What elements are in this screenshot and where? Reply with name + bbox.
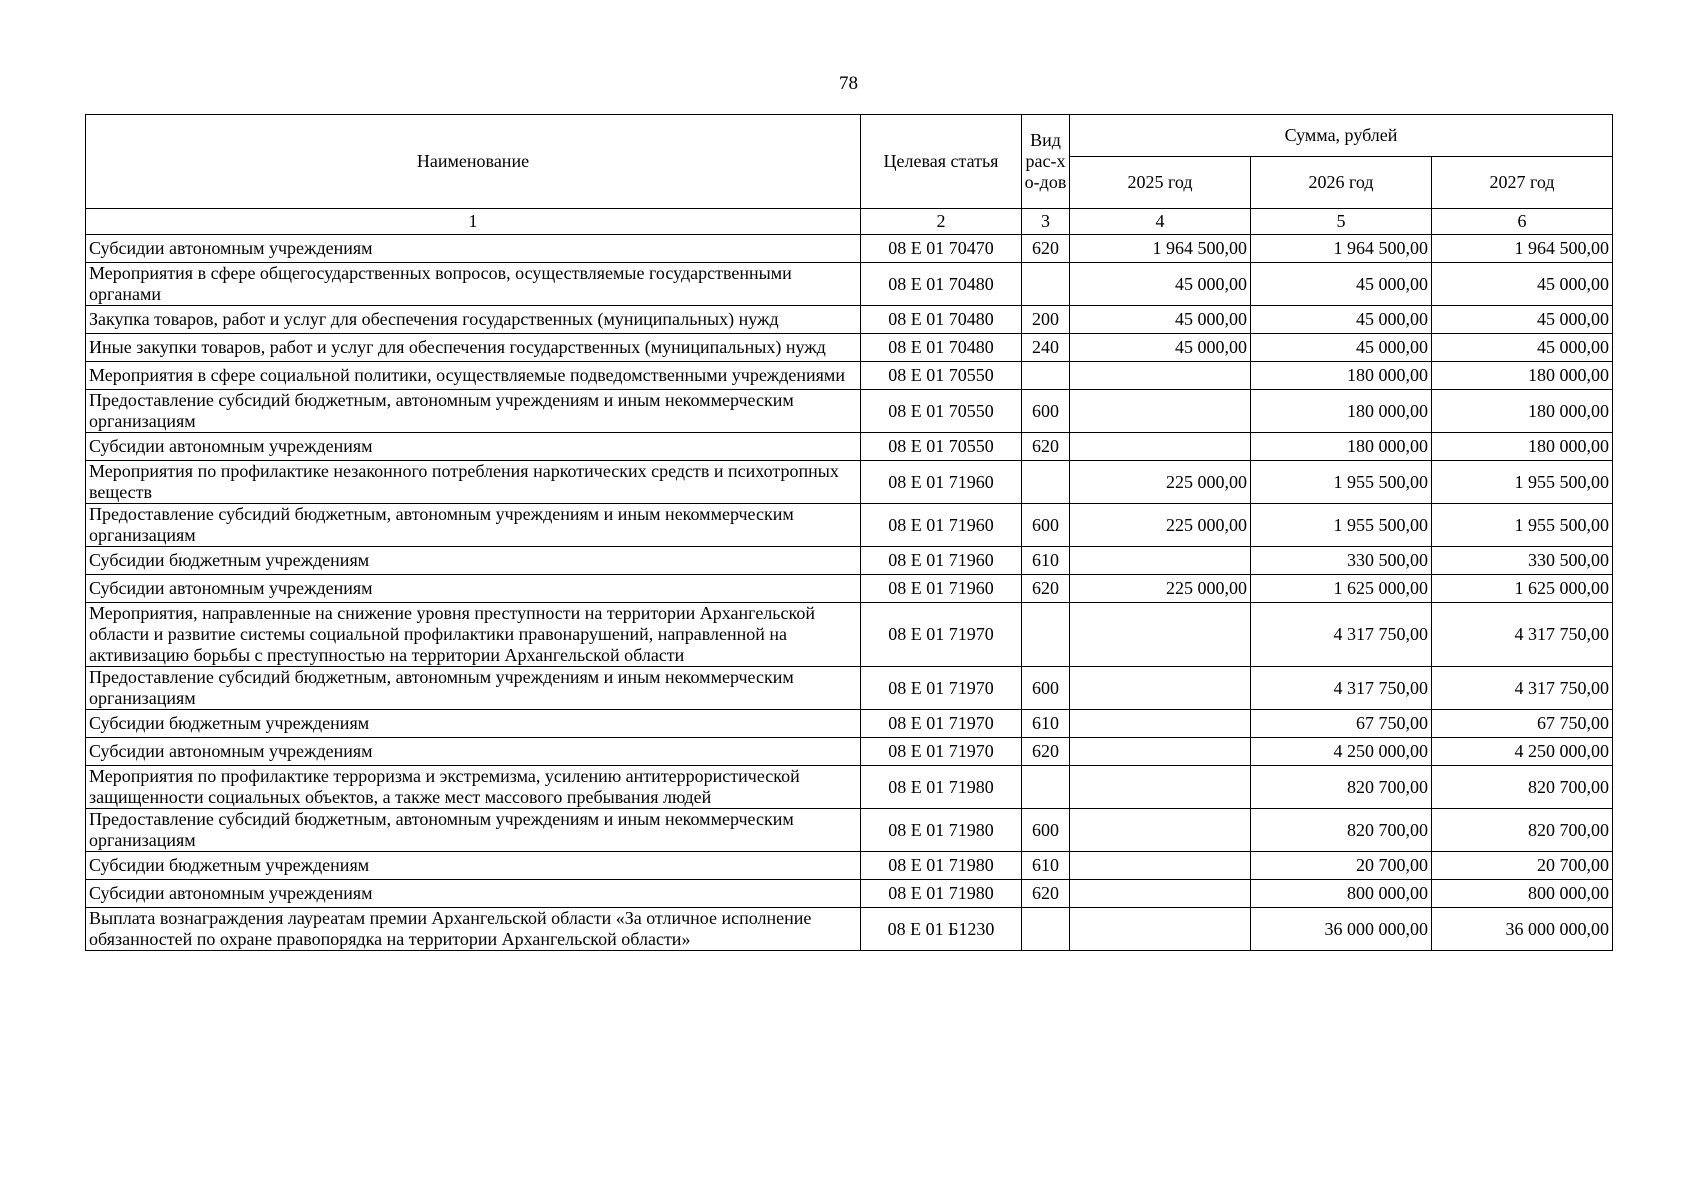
row-target-code: 08 Е 01 70480 xyxy=(861,306,1022,334)
row-target-code: 08 Е 01 70480 xyxy=(861,334,1022,362)
row-amount-2026: 4 317 750,00 xyxy=(1251,667,1432,710)
row-amount-2025 xyxy=(1070,362,1251,390)
row-target-code: 08 Е 01 71970 xyxy=(861,603,1022,667)
row-amount-2027: 180 000,00 xyxy=(1432,390,1613,433)
header-2025: 2025 год xyxy=(1070,157,1251,209)
column-number: 3 xyxy=(1022,209,1070,235)
table-row xyxy=(86,461,1613,504)
row-name: Субсидии бюджетным учреждениям xyxy=(86,852,861,880)
table-body xyxy=(86,235,1613,951)
table-row xyxy=(86,504,1613,547)
row-expense-kind xyxy=(1022,603,1070,667)
column-number-row xyxy=(86,209,1613,235)
header-target: Целевая статья xyxy=(861,115,1022,209)
row-target-code: 08 Е 01 70480 xyxy=(861,263,1022,306)
table-row xyxy=(86,390,1613,433)
row-amount-2025: 45 000,00 xyxy=(1070,306,1251,334)
row-expense-kind: 620 xyxy=(1022,235,1070,263)
row-target-code: 08 Е 01 70550 xyxy=(861,433,1022,461)
table-row xyxy=(86,235,1613,263)
table-row xyxy=(86,603,1613,667)
row-expense-kind: 600 xyxy=(1022,504,1070,547)
row-amount-2025 xyxy=(1070,852,1251,880)
row-amount-2026: 67 750,00 xyxy=(1251,710,1432,738)
row-amount-2026: 180 000,00 xyxy=(1251,362,1432,390)
table-row xyxy=(86,306,1613,334)
row-amount-2026: 180 000,00 xyxy=(1251,390,1432,433)
row-name: Иные закупки товаров, работ и услуг для обеспечения государственных (муниципальных) нужд xyxy=(86,334,861,362)
row-amount-2027: 180 000,00 xyxy=(1432,362,1613,390)
table-row xyxy=(86,710,1613,738)
row-amount-2025: 1 964 500,00 xyxy=(1070,235,1251,263)
row-amount-2025 xyxy=(1070,809,1251,852)
row-amount-2025 xyxy=(1070,603,1251,667)
row-amount-2027: 1 955 500,00 xyxy=(1432,504,1613,547)
row-target-code: 08 Е 01 71980 xyxy=(861,766,1022,809)
row-target-code: 08 Е 01 71960 xyxy=(861,461,1022,504)
row-name: Мероприятия по профилактике незаконного потребления наркотических средств и психотропных веществ xyxy=(86,461,861,504)
table-row xyxy=(86,809,1613,852)
row-amount-2025: 225 000,00 xyxy=(1070,504,1251,547)
row-amount-2025: 45 000,00 xyxy=(1070,263,1251,306)
row-amount-2025 xyxy=(1070,908,1251,951)
row-expense-kind xyxy=(1022,766,1070,809)
row-target-code: 08 Е 01 71960 xyxy=(861,504,1022,547)
row-target-code: 08 Е 01 71960 xyxy=(861,547,1022,575)
row-name: Выплата вознаграждения лауреатам премии Архангельской области «За отличное исполнение обязанностей по охране правопорядка на территории Архангельской области» xyxy=(86,908,861,951)
row-amount-2026: 4 250 000,00 xyxy=(1251,738,1432,766)
header-name: Наименование xyxy=(86,115,861,209)
row-amount-2026: 1 955 500,00 xyxy=(1251,504,1432,547)
row-name: Предоставление субсидий бюджетным, автономным учреждениям и иным некоммерческим организациям xyxy=(86,390,861,433)
row-name: Мероприятия в сфере социальной политики, осуществляемые подведомственными учреждениями xyxy=(86,362,861,390)
row-target-code: 08 Е 01 Б1230 xyxy=(861,908,1022,951)
row-amount-2027: 36 000 000,00 xyxy=(1432,908,1613,951)
header-sum: Сумма, рублей xyxy=(1070,115,1613,157)
row-amount-2026: 1 955 500,00 xyxy=(1251,461,1432,504)
row-amount-2026: 820 700,00 xyxy=(1251,809,1432,852)
row-amount-2025 xyxy=(1070,738,1251,766)
row-amount-2025: 225 000,00 xyxy=(1070,461,1251,504)
row-amount-2026: 800 000,00 xyxy=(1251,880,1432,908)
row-expense-kind: 620 xyxy=(1022,738,1070,766)
row-amount-2027: 67 750,00 xyxy=(1432,710,1613,738)
row-amount-2026: 45 000,00 xyxy=(1251,306,1432,334)
table-row xyxy=(86,433,1613,461)
row-name: Субсидии автономным учреждениям xyxy=(86,575,861,603)
row-amount-2026: 330 500,00 xyxy=(1251,547,1432,575)
row-amount-2026: 180 000,00 xyxy=(1251,433,1432,461)
row-amount-2027: 1 964 500,00 xyxy=(1432,235,1613,263)
row-name: Субсидии автономным учреждениям xyxy=(86,235,861,263)
row-amount-2027: 800 000,00 xyxy=(1432,880,1613,908)
column-number: 1 xyxy=(86,209,861,235)
row-expense-kind: 200 xyxy=(1022,306,1070,334)
row-amount-2027: 45 000,00 xyxy=(1432,306,1613,334)
row-name: Субсидии автономным учреждениям xyxy=(86,433,861,461)
column-number: 6 xyxy=(1432,209,1613,235)
row-amount-2026: 20 700,00 xyxy=(1251,852,1432,880)
row-amount-2027: 180 000,00 xyxy=(1432,433,1613,461)
row-name: Субсидии автономным учреждениям xyxy=(86,880,861,908)
row-amount-2027: 820 700,00 xyxy=(1432,809,1613,852)
table-row xyxy=(86,334,1613,362)
row-target-code: 08 Е 01 70550 xyxy=(861,362,1022,390)
row-amount-2025 xyxy=(1070,390,1251,433)
row-target-code: 08 Е 01 71980 xyxy=(861,809,1022,852)
header-kind: Вид рас-хо-дов xyxy=(1022,115,1070,209)
row-amount-2027: 4 317 750,00 xyxy=(1432,667,1613,710)
row-amount-2026: 36 000 000,00 xyxy=(1251,908,1432,951)
row-amount-2025 xyxy=(1070,433,1251,461)
row-amount-2027: 45 000,00 xyxy=(1432,334,1613,362)
table-row xyxy=(86,766,1613,809)
row-name: Мероприятия по профилактике терроризма и экстремизма, усилению антитеррористической защищенности социальных объектов, а также мест массового пребывания людей xyxy=(86,766,861,809)
table-row xyxy=(86,547,1613,575)
row-expense-kind xyxy=(1022,908,1070,951)
row-amount-2026: 45 000,00 xyxy=(1251,334,1432,362)
row-name: Субсидии бюджетным учреждениям xyxy=(86,547,861,575)
row-name: Субсидии бюджетным учреждениям xyxy=(86,710,861,738)
row-amount-2027: 45 000,00 xyxy=(1432,263,1613,306)
row-expense-kind: 610 xyxy=(1022,852,1070,880)
row-amount-2025: 45 000,00 xyxy=(1070,334,1251,362)
table-row xyxy=(86,667,1613,710)
header-2026: 2026 год xyxy=(1251,157,1432,209)
row-expense-kind: 610 xyxy=(1022,547,1070,575)
row-target-code: 08 Е 01 70550 xyxy=(861,390,1022,433)
row-amount-2025 xyxy=(1070,766,1251,809)
table-row xyxy=(86,362,1613,390)
row-amount-2027: 1 955 500,00 xyxy=(1432,461,1613,504)
row-expense-kind xyxy=(1022,362,1070,390)
row-expense-kind: 610 xyxy=(1022,710,1070,738)
table-row xyxy=(86,852,1613,880)
row-expense-kind: 600 xyxy=(1022,809,1070,852)
row-amount-2026: 1 625 000,00 xyxy=(1251,575,1432,603)
row-amount-2027: 4 250 000,00 xyxy=(1432,738,1613,766)
row-amount-2025 xyxy=(1070,667,1251,710)
row-expense-kind: 620 xyxy=(1022,433,1070,461)
row-target-code: 08 Е 01 70470 xyxy=(861,235,1022,263)
row-amount-2025 xyxy=(1070,710,1251,738)
row-expense-kind: 620 xyxy=(1022,880,1070,908)
column-number: 2 xyxy=(861,209,1022,235)
table-row xyxy=(86,908,1613,951)
row-target-code: 08 Е 01 71980 xyxy=(861,852,1022,880)
table-row xyxy=(86,880,1613,908)
row-expense-kind: 600 xyxy=(1022,667,1070,710)
row-expense-kind xyxy=(1022,461,1070,504)
row-target-code: 08 Е 01 71970 xyxy=(861,710,1022,738)
row-target-code: 08 Е 01 71970 xyxy=(861,667,1022,710)
row-amount-2027: 4 317 750,00 xyxy=(1432,603,1613,667)
row-name: Мероприятия в сфере общегосударственных вопросов, осуществляемые государственными органами xyxy=(86,263,861,306)
budget-table xyxy=(85,114,1613,951)
row-amount-2027: 330 500,00 xyxy=(1432,547,1613,575)
row-expense-kind: 620 xyxy=(1022,575,1070,603)
row-name: Предоставление субсидий бюджетным, автономным учреждениям и иным некоммерческим организациям xyxy=(86,809,861,852)
row-amount-2025 xyxy=(1070,880,1251,908)
row-name: Субсидии автономным учреждениям xyxy=(86,738,861,766)
row-amount-2026: 4 317 750,00 xyxy=(1251,603,1432,667)
page-number: 78 xyxy=(839,73,858,94)
row-expense-kind: 600 xyxy=(1022,390,1070,433)
row-amount-2026: 820 700,00 xyxy=(1251,766,1432,809)
row-amount-2025: 225 000,00 xyxy=(1070,575,1251,603)
row-amount-2026: 1 964 500,00 xyxy=(1251,235,1432,263)
header-2027: 2027 год xyxy=(1432,157,1613,209)
table-row xyxy=(86,575,1613,603)
row-amount-2027: 820 700,00 xyxy=(1432,766,1613,809)
row-amount-2027: 20 700,00 xyxy=(1432,852,1613,880)
column-number: 5 xyxy=(1251,209,1432,235)
row-target-code: 08 Е 01 71970 xyxy=(861,738,1022,766)
row-name: Мероприятия, направленные на снижение уровня преступности на территории Архангельской области и развитие системы социальной профилактики правонарушений, направленной на активизацию борьбы с преступностью на территории Архангельской области xyxy=(86,603,861,667)
row-name: Закупка товаров, работ и услуг для обеспечения государственных (муниципальных) нужд xyxy=(86,306,861,334)
row-target-code: 08 Е 01 71960 xyxy=(861,575,1022,603)
table-row xyxy=(86,738,1613,766)
table-row xyxy=(86,263,1613,306)
row-target-code: 08 Е 01 71980 xyxy=(861,880,1022,908)
row-expense-kind xyxy=(1022,263,1070,306)
row-amount-2025 xyxy=(1070,547,1251,575)
row-amount-2027: 1 625 000,00 xyxy=(1432,575,1613,603)
row-name: Предоставление субсидий бюджетным, автономным учреждениям и иным некоммерческим организациям xyxy=(86,667,861,710)
row-expense-kind: 240 xyxy=(1022,334,1070,362)
column-number: 4 xyxy=(1070,209,1251,235)
row-name: Предоставление субсидий бюджетным, автономным учреждениям и иным некоммерческим организациям xyxy=(86,504,861,547)
row-amount-2026: 45 000,00 xyxy=(1251,263,1432,306)
